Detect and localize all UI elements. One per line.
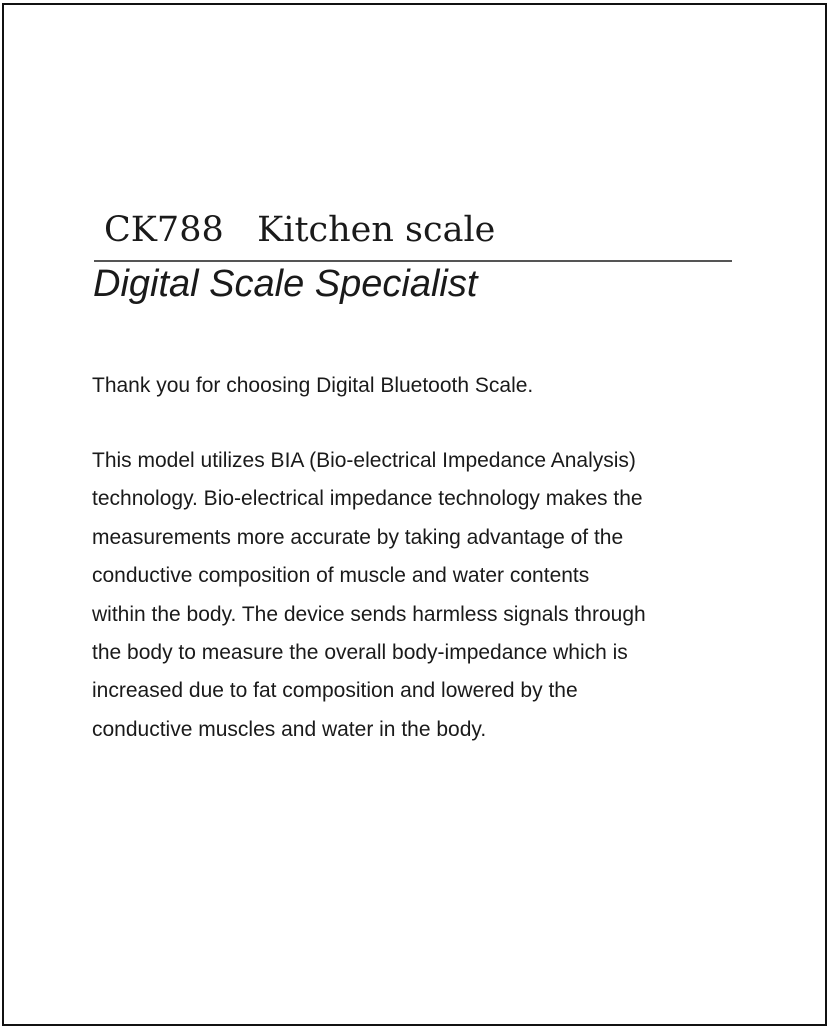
document-subtitle: Digital Scale Specialist [93,263,478,305]
body-line: conductive muscles and water in the body. [92,717,487,741]
body-line: increased due to fat composition and lowered by the [92,679,578,703]
body-paragraph [92,442,646,749]
body-line: This model utilizes BIA (Bio-electrical Impedance Analysis) [92,449,636,472]
document-title: CK788 Kitchen scale [104,210,496,250]
body-line: the body to measure the overall body-impedance which is [92,641,628,665]
intro-paragraph: Thank you for choosing Digital Bluetooth Scale. [92,374,534,397]
body-line: conductive composition of muscle and water contents [92,564,590,588]
document-page [2,3,827,1026]
body-line: technology. Bio-electrical impedance technology makes the [92,487,643,511]
title-underline [94,260,732,262]
body-line: within the body. The device sends harmless signals through [92,602,646,626]
body-line: measurements more accurate by taking advantage of the [92,525,624,549]
